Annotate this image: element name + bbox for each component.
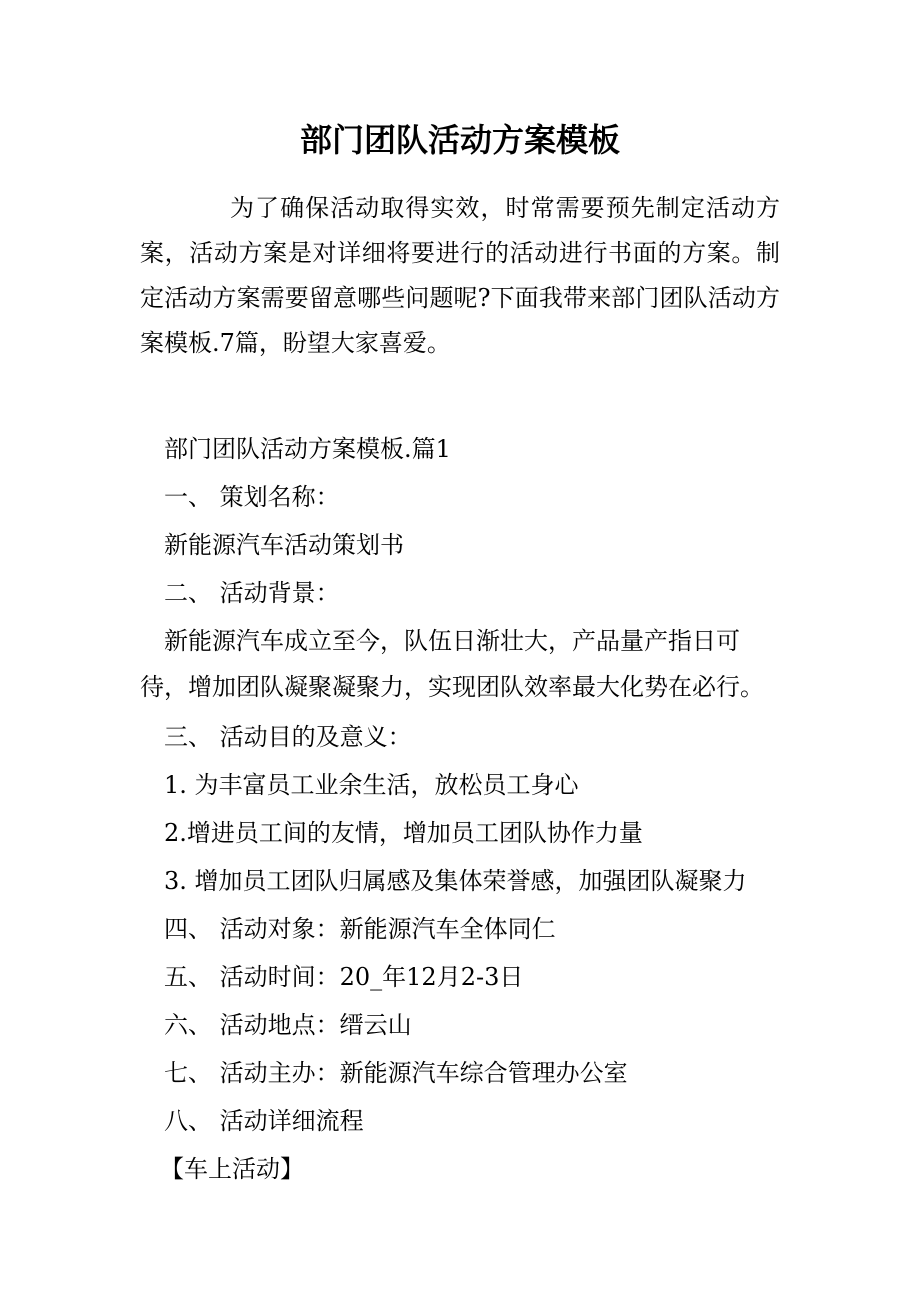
goal-item-2: 2.增进员工间的友情，增加员工团队协作力量 (164, 819, 643, 847)
item2-heading: 二、 活动背景： (164, 579, 340, 607)
item3-heading: 三、 活动目的及意义： (164, 723, 412, 751)
intro-paragraph: 为了确保活动取得实效，时常需要预先制定活动方案，活动方案是对详细将要进行的活动进行书面的方案。制定活动方案需要留意哪些问题呢?下面我带来部门团队活动方案模板.7篇，盼望大家喜爱。 (140, 194, 780, 357)
document-title: 部门团队活动方案模板 (299, 121, 620, 159)
goal-item-3: 3. 增加员工团队归属感及集体荣誉感，加强团队凝聚力 (164, 867, 747, 895)
subsection-heading: 【车上活动】 (160, 1155, 304, 1183)
item1-value: 新能源汽车活动策划书 (164, 531, 404, 559)
item5-line: 五、 活动时间：20_年12月2-3日 (164, 963, 524, 991)
item4-line: 四、 活动对象：新能源汽车全体同仁 (164, 915, 556, 943)
section-heading: 部门团队活动方案模板.篇1 (164, 435, 451, 463)
goal-item-1: 1. 为丰富员工业余生活，放松员工身心 (164, 771, 579, 799)
item1-heading: 一、 策划名称： (164, 483, 340, 511)
item2-body: 新能源汽车成立至今，队伍日渐壮大，产品量产指日可待，增加团队凝聚凝聚力，实现团队效率最大化势在必行。 (140, 627, 764, 701)
item7-line: 七、 活动主办：新能源汽车综合管理办公室 (164, 1059, 628, 1087)
item6-line: 六、 活动地点：缙云山 (164, 1011, 412, 1039)
item8-line: 八、 活动详细流程 (164, 1107, 364, 1135)
